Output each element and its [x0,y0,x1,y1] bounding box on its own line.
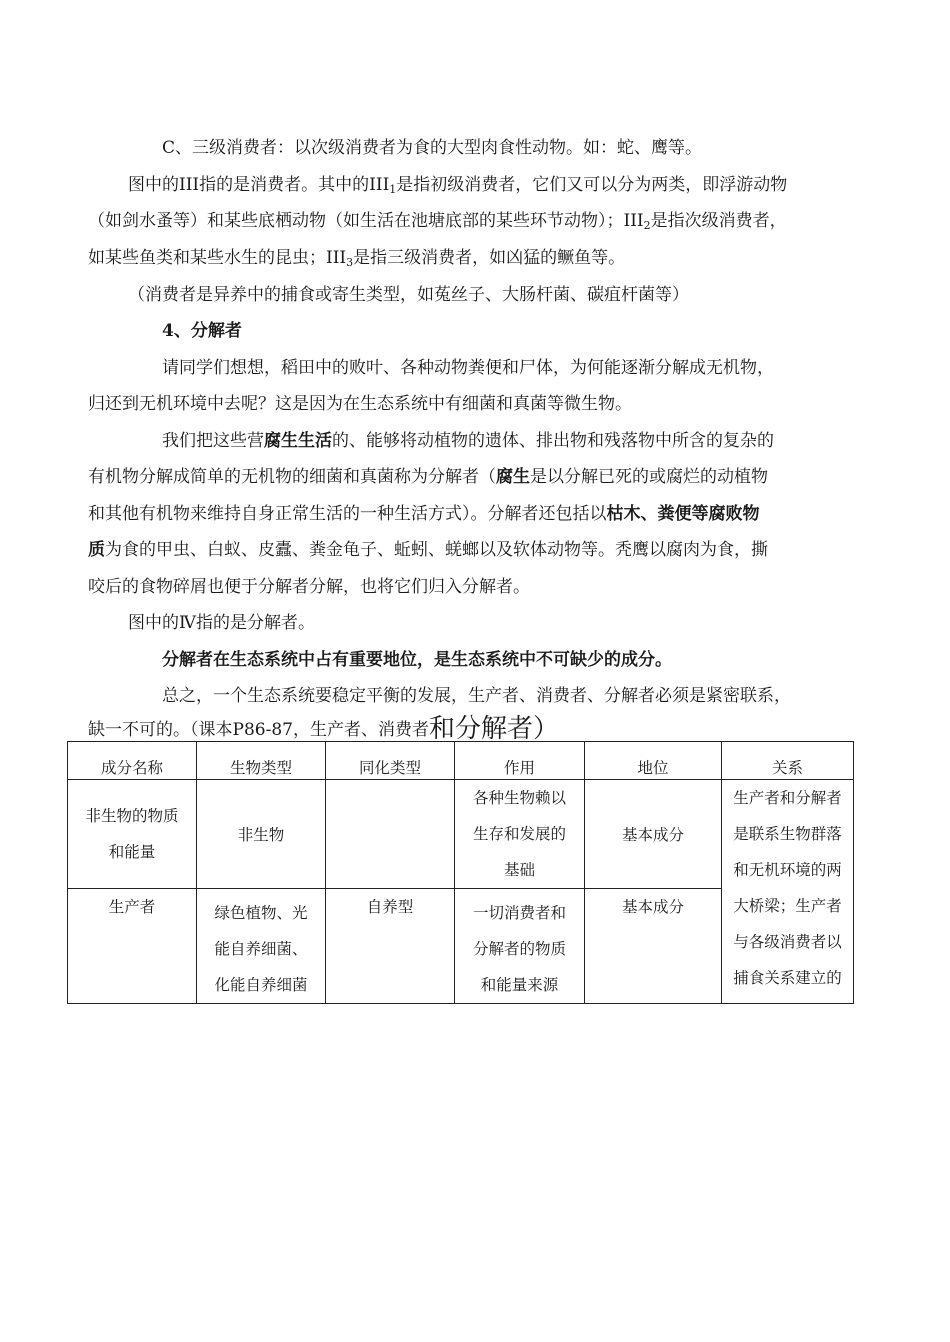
para-definition-line5: 咬后的食物碎屑也便于分解者分解，也将它们归入分解者。 [88,577,530,597]
para-fig-iii-line3: 如某些鱼类和某些水生的昆虫；$III_3$是指三级消费者，如凶猛的鳜鱼等。 [88,248,626,269]
cell-producer-assim: 自养型 [326,889,455,1004]
para-definition-line1: 我们把这些营腐生生活的、能够将动植物的遗体、排出物和残落物中所含的复杂的 [162,431,774,451]
header-assimilation-type: 同化类型 [326,742,455,780]
table-row-abiotic [68,780,854,889]
cell-relation: 生产者和分解者 是联系生物群落 和无机环境的两 大桥梁；生产者 与各级消费者以 捕食关系建立的 [722,780,854,1004]
para-fig-iii-line2: （如剑水蚤等）和某些底栖动物（如生活在池塘底部的某些环节动物）；$III_2$是指次级消费者， [88,211,787,232]
header-function: 作用 [455,742,585,780]
para-definition-line2: 有机物分解成简单的无机物的细菌和真菌称为分解者（腐生是以分解已死的或腐烂的动植物 [88,467,768,487]
para-fig-iii-line1: 图中的III指的是消费者。其中的$III_1$是指初级消费者，它们又可以分为两类，即浮游动物 [128,175,788,196]
para-tertiary-consumer: C、三级消费者：以次级消费者为食的大型肉食性动物。如：蛇、鹰等。 [162,138,703,158]
para-fig-iv: 图中的Ⅳ指的是分解者。 [128,613,315,633]
header-relation: 关系 [722,742,854,780]
header-status: 地位 [585,742,722,780]
para-consumer-note: （消费者是异养中的捕食或寄生类型，如菟丝子、大肠杆菌、碳疽杆菌等） [128,285,689,305]
cell-producer-status: 基本成分 [585,889,722,1004]
cell-producer-role: 一切消费者和 分解者的物质 和能量来源 [455,889,585,1004]
cell-abiotic-assim [326,780,455,889]
section-heading-decomposer: 4、分解者 [162,321,242,341]
cell-producer-type: 绿色植物、光 能自养细菌、 化能自养细菌 [197,889,326,1004]
table-header-row [68,742,854,780]
para-question-line2: 归还到无机环境中去呢？这是因为在生态系统中有细菌和真菌等微生物。 [88,394,632,414]
para-summary-line2: 缺一不可的。（课本P86-87，生产者、消费者和分解者） [88,714,559,744]
para-definition-line4: 质为食的甲虫、白蚁、皮蠹、粪金龟子、蚯蚓、蜣螂以及软体动物等。秃鹰以腐肉为食，撕 [88,540,768,560]
header-component-name: 成分名称 [68,742,197,780]
cell-abiotic-role: 各种生物赖以 生存和发展的 基础 [455,780,585,889]
cell-abiotic-name: 非生物的物质 和能量 [68,780,197,889]
cell-abiotic-type: 非生物 [197,780,326,889]
cell-abiotic-status: 基本成分 [585,780,722,889]
para-definition-line3: 和其他有机物来维持自身正常生活的一种生活方式）。分解者还包括以枯木、粪便等腐败物 [88,504,760,524]
para-question-line1: 请同学们想想，稻田中的败叶、各种动物粪便和尸体，为何能逐渐分解成无机物， [162,358,774,378]
ecosystem-components-table [67,741,854,1004]
para-summary-line1: 总之，一个生态系统要稳定平衡的发展，生产者、消费者、分解者必须是紧密联系， [162,686,791,706]
cell-producer-name: 生产者 [68,889,197,1004]
para-bold-statement: 分解者在生态系统中占有重要地位，是生态系统中不可缺少的成分。 [162,650,672,670]
header-organism-type: 生物类型 [197,742,326,780]
